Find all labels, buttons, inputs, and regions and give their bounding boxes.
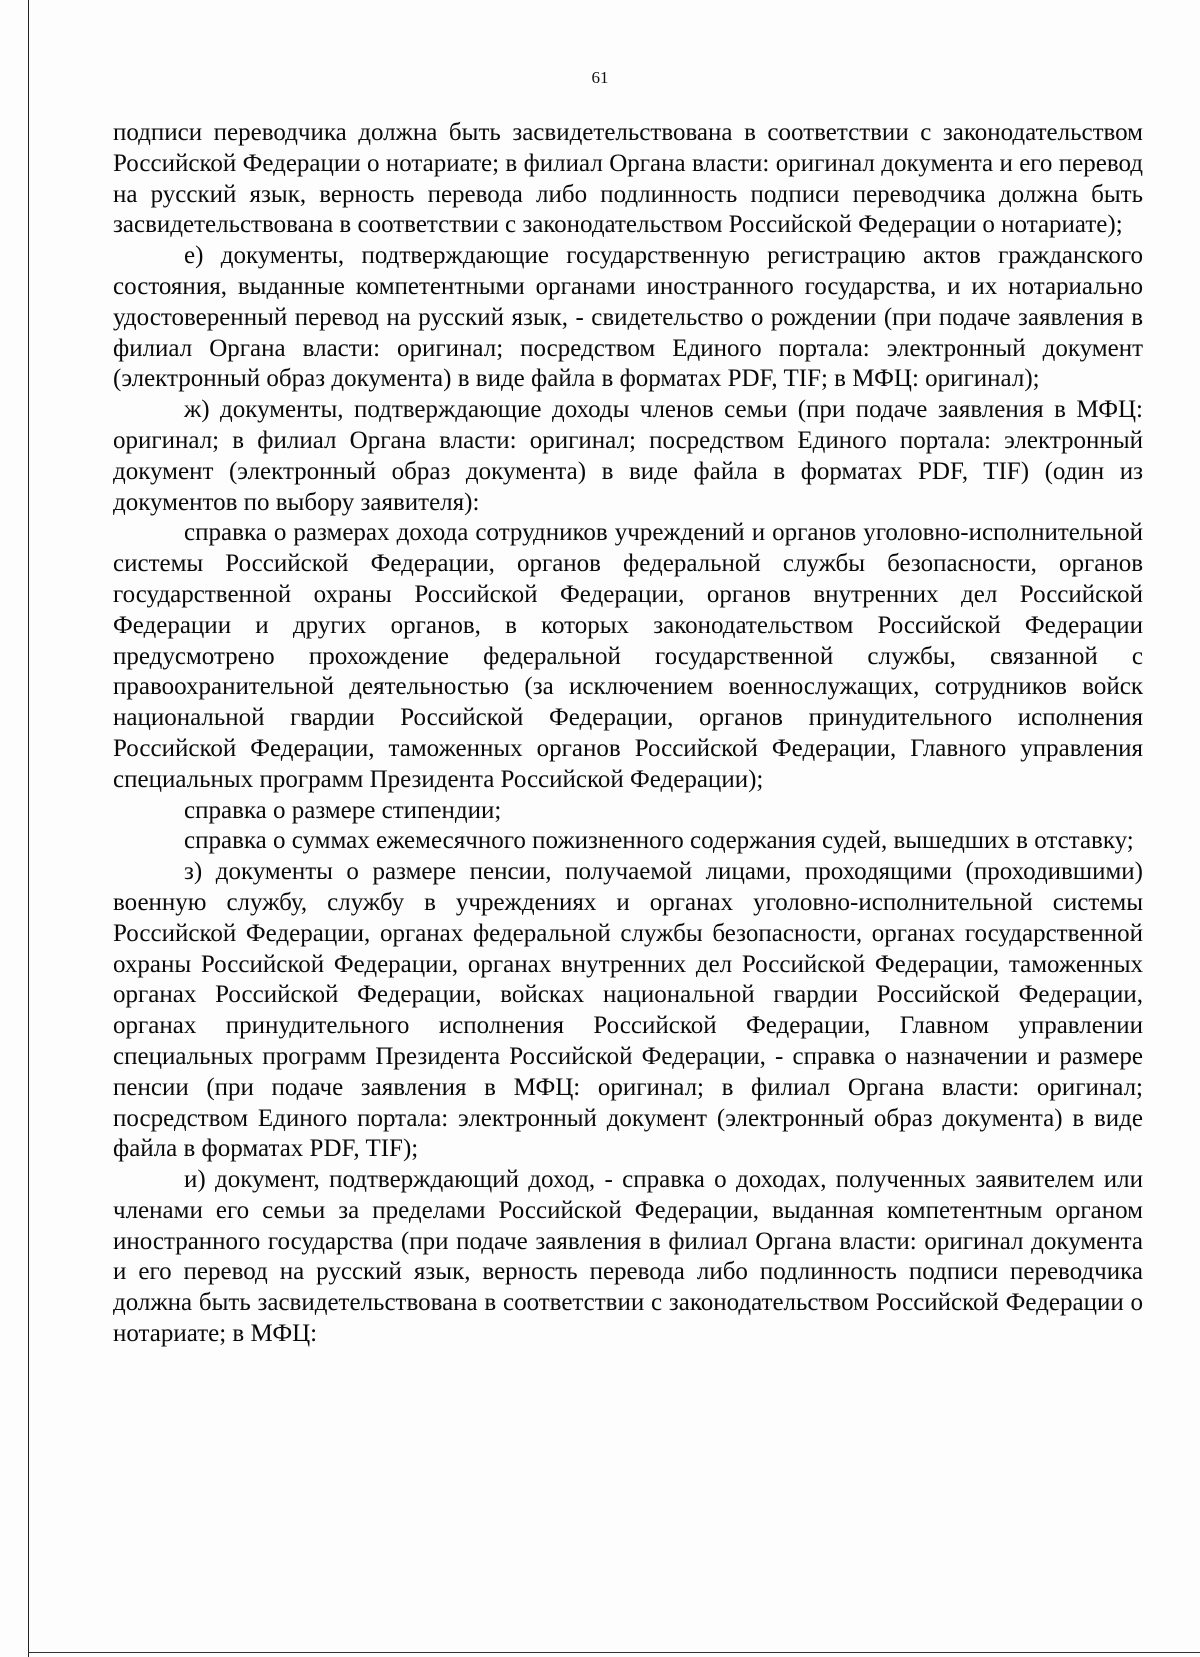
paragraph-item-i: и) документ, подтверждающий доход, - справка о доходах, полученных заявителем или членами его семьи за пределами Российской Федерации, выданная компетентным органом иностранного государства (при подаче заявления в филиал Органа власти: оригинал документа и его перевод на русский язык, верность перевода либо подлинность подписи переводчика должна быть засвидетельствована в соответствии с законодательством Российской Федерации о нотариате; в МФЦ: [113, 1166, 1143, 1348]
paragraph-income-certificate: справка о размерах дохода сотрудников учреждений и органов уголовно-исполнительной системы Российской Федерации, органов федеральной службы безопасности, органов государственной охраны Российской Федерации, органов внутренних дел Российской Федерации и других органов, в которых законодательством Российской Федерации предусмотрено прохождение федеральной государственной службы, связанной с правоохранительной деятельностью (за исключением военнослужащих, сотрудников войск национальной гвардии Российской Федерации, органов принудительного исполнения Российской Федерации, таможенных органов Российской Федерации, Главного управления специальных программ Президента Российской Федерации); [113, 519, 1143, 793]
paragraph-item-e: е) документы, подтверждающие государственную регистрацию актов гражданского состояния, выданные компетентными органами иностранного государства, и их нотариально удостоверенный перевод на русский язык, - свидетельство о рождении (при подаче заявления в филиал Органа власти: оригинал; посредством Единого портала: электронный документ (электронный образ документа) в виде файла в форматах PDF, TIF; в МФЦ: оригинал); [113, 242, 1143, 393]
paragraph-judges-certificate: справка о суммах ежемесячного пожизненного содержания судей, вышедших в отставку; [184, 827, 1134, 855]
scan-bottom-edge [28, 1652, 1200, 1653]
page-number: 61 [591, 68, 609, 87]
paragraph-stipend-certificate: справка о размере стипендии; [184, 796, 502, 824]
paragraph-item-zh: ж) документы, подтверждающие доходы членов семьи (при подаче заявления в МФЦ: оригинал; в филиал Органа власти: оригинал; посредством Единого портала: электронный документ (электронный образ документа) в виде файла в форматах PDF, TIF) (один из документов по выбору заявителя): [113, 396, 1143, 516]
document-body [113, 118, 1143, 1350]
scan-left-edge [28, 0, 29, 1657]
paragraph-continuation: подписи переводчика должна быть засвидетельствована в соответствии с законодательством Российской Федерации о нотариате; в филиал Органа власти: оригинал документа и его перевод на русский язык, верность перевода либо подлинность подписи переводчика должна быть засвидетельствована в соответствии с законодательством Российской Федерации о нотариате); [113, 119, 1143, 239]
paragraph-item-z: з) документы о размере пенсии, получаемой лицами, проходящими (проходившими) военную службу, службу в учреждениях и органах уголовно-исполнительной системы Российской Федерации, органах федеральной службы безопасности, органах государственной охраны Российской Федерации, органах внутренних дел Российской Федерации, таможенных органах Российской Федерации, войсках национальной гвардии Российской Федерации, органах принудительного исполнения Российской Федерации, Главном управлении специальных программ Президента Российской Федерации, - справка о назначении и размере пенсии (при подаче заявления в МФЦ: оригинал; в филиал Органа власти: оригинал; посредством Единого портала: электронный документ (электронный образ документа) в виде файла в форматах PDF, TIF); [113, 858, 1143, 1163]
